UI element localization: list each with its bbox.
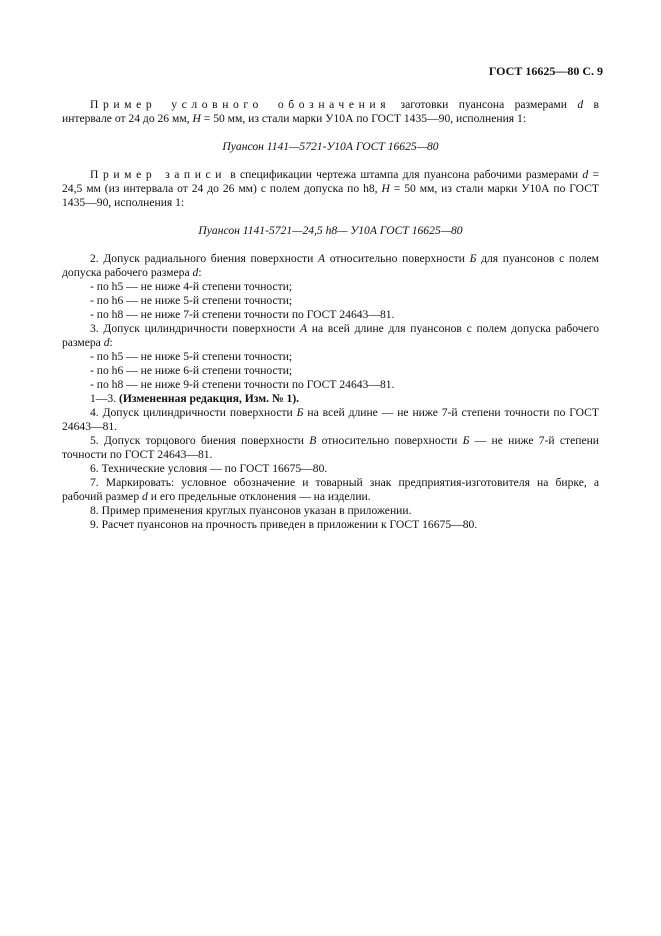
item-7: 7. Маркировать: условное обозначение и товарный знак предприятия-изготовителя на бирке, а рабочий размер d и его предельные отклонения — на изделии.: [62, 476, 599, 503]
item-3: 3. Допуск цилиндричности поверхности А на всей длине для пуансонов с полем допуска рабочего размера d:: [62, 322, 600, 349]
list-item: - по h8 — не ниже 7-й степени точности по ГОСТ 24643—81.: [90, 308, 395, 321]
list-item: - по h6 — не ниже 5-й степени точности;: [90, 294, 293, 307]
page-header: ГОСТ 16625—80 С. 9: [488, 64, 603, 78]
item-4: 4. Допуск цилиндричности поверхности Б на всей длине — не ниже 7-й степени точности по ГОСТ 24643—81.: [62, 406, 599, 433]
item-2: 2. Допуск радиального биения поверхности А относительно поверхности Б для пуансонов с полем допуска рабочего размера d:: [62, 252, 600, 279]
example-record-paragraph: Пример записи в спецификации чертежа штампа для пуансона рабочими размерами d = 24,5 мм (из интервала от 24 до 26 мм) с полем допуска по h8, H = 50 мм, из стали марки У10А по ГОСТ 1435—90, исполнения 1:: [62, 168, 600, 209]
item-5: 5. Допуск торцового биения поверхности В относительно поверхности Б — не ниже 7-й степени точности по ГОСТ 24643—81.: [62, 434, 599, 461]
list-item: - по h5 — не ниже 5-й степени точности;: [90, 350, 293, 363]
list-item: - по h8 — не ниже 9-й степени точности по ГОСТ 24643—81.: [90, 378, 395, 391]
list-item: - по h5 — не ниже 4-й степени точности;: [90, 280, 293, 293]
revision-note: 1—3. (Измененная редакция, Изм. № 1).: [90, 392, 300, 405]
example-designation-paragraph: Пример условного обозначения заготовки пуансона размерами d в интервале от 24 до 26 мм, H = 50 мм, из стали марки У10А по ГОСТ 1435—90, исполнения 1:: [62, 98, 599, 125]
item-6: 6. Технические условия — по ГОСТ 16675—80.: [90, 462, 328, 475]
designation-line-1: Пуансон 1141—5721-У10А ГОСТ 16625—80: [222, 140, 439, 153]
document-body: [62, 98, 599, 532]
list-item: - по h6 — не ниже 6-й степени точности;: [90, 364, 293, 377]
item-9: 9. Расчет пуансонов на прочность приведен в приложении к ГОСТ 16675—80.: [90, 518, 478, 531]
designation-line-2: Пуансон 1141-5721—24,5 h8— У10А ГОСТ 16625—80: [198, 224, 463, 237]
item-8: 8. Пример применения круглых пуансонов указан в приложении.: [90, 504, 412, 517]
